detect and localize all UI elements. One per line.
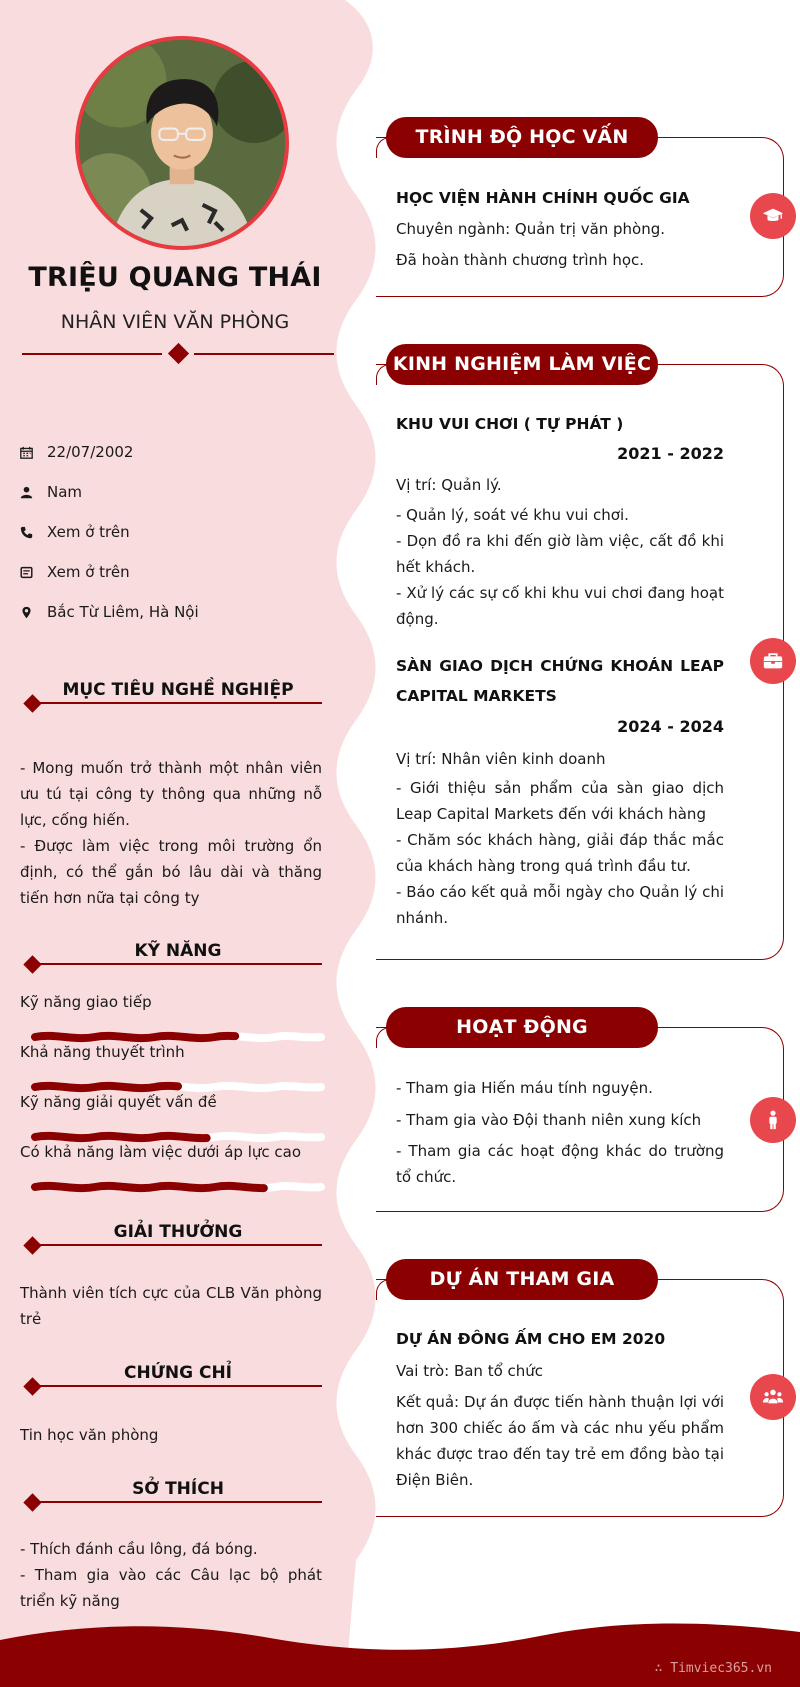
projects-title: DỰ ÁN THAM GIA [386,1259,658,1300]
project-result: Kết quả: Dự án được tiến hành thuận lợi với hơn 300 chiếc áo ấm và các nhu yếu phẩm khác được trao đến tay trẻ em đồng bào tại Điện Biên. [396,1393,724,1489]
skill-item [20,992,322,1042]
skill-bar [35,1127,321,1137]
email-text: Xem ở trên [47,563,130,581]
hobbies-text: - Thích đánh cầu lông, đá bóng. - Tham gia vào các Câu lạc bộ phát triển kỹ năng [20,1540,322,1610]
activities-title: HOẠT ĐỘNG [386,1007,658,1048]
phone-icon [20,524,47,540]
job-item [396,408,724,632]
graduation-cap-icon [750,193,796,239]
hobbies-heading [20,1479,322,1509]
contact-info [20,432,320,632]
location-icon [20,604,47,620]
certificates-text: Tin học văn phòng [20,1426,159,1444]
education-status: Đã hoàn thành chương trình học. [396,251,645,269]
portrait-photo-icon [79,40,285,246]
user-icon [20,484,47,500]
job-duties: - Giới thiệu sản phẩm của sàn giao dịch Leap Capital Markets đến với khách hàng - Chăm sóc khách hàng, giải đáp thắc mắc của khách hàng trong quá trình đầu tư. - Báo cáo kết quả mỗi ngày cho Quản lý chi nhánh. [396,779,724,927]
hobbies-title: SỞ THÍCH [132,1479,224,1499]
skills-list [20,992,322,1192]
group-icon [750,1374,796,1420]
activity-item: - Tham gia vào Đội thanh niên xung kích [396,1111,702,1129]
title-divider [22,342,334,366]
job-company: KHU VUI CHƠI ( TỰ PHÁT ) [396,415,624,433]
objective-heading [20,680,322,710]
calendar-icon [20,444,47,460]
profile-photo [75,36,289,250]
contact-email [20,552,320,592]
objective-title: MỤC TIÊU NGHỀ NGHIỆP [62,680,294,700]
job-position: Vị trí: Quản lý. [396,476,502,494]
certificates-heading [20,1363,322,1393]
gender-text: Nam [47,483,83,501]
candidate-name: TRIỆU QUANG THÁI [28,262,322,293]
job-item [396,651,724,931]
activities-section [376,1007,784,1212]
skill-bar [35,1177,321,1187]
project-name: DỰ ÁN ĐÔNG ẤM CHO EM 2020 [396,1330,666,1348]
activity-item: - Tham gia các hoạt động khác do trường tổ chức. [396,1142,724,1186]
contact-phone [20,512,320,552]
contact-birthday [20,432,320,472]
activities-list [396,1072,724,1190]
skill-item [20,1142,322,1192]
certificates-title: CHỨNG CHỈ [123,1363,233,1383]
skill-name: Kỹ năng giao tiếp [20,993,152,1011]
objective-text: - Mong muốn trở thành một nhân viên ưu tú tại công ty thông qua những nỗ lực, cống hiến. - Được làm việc trong môi trường ổn định, có thể gắn bó lâu dài và thăng tiến hơn nữa tại công ty [20,759,322,907]
skill-name: Kỹ năng giải quyết vấn đề [20,1093,217,1111]
skill-bar [35,1077,321,1087]
contact-gender [20,472,320,512]
email-icon [20,564,47,580]
footer-brand: ∴ Timviec365.vn [654,1661,772,1676]
job-duties: - Quản lý, soát vé khu vui chơi. - Dọn đồ ra khi đến giờ làm việc, cất đồ khi hết khách. - Xử lý các sự cố khi khu vui chơi đang hoạt động. [396,506,724,628]
address-text: Bắc Từ Liêm, Hà Nội [47,603,199,621]
awards-title: GIẢI THƯỞNG [113,1222,243,1242]
education-title: TRÌNH ĐỘ HỌC VẤN [386,117,658,158]
project-role: Vai trò: Ban tổ chức [396,1362,544,1380]
contact-address [20,592,320,632]
job-position: Vị trí: Nhân viên kinh doanh [396,750,606,768]
skills-heading [20,941,322,971]
awards-text: Thành viên tích cực của CLB Văn phòng trẻ [20,1284,322,1328]
awards-heading [20,1222,322,1252]
experience-section [376,344,784,960]
job-company: SÀN GIAO DỊCH CHỨNG KHOÁN LEAP CAPITAL MARKETS [396,657,724,705]
candidate-job-title: NHÂN VIÊN VĂN PHÒNG [60,311,290,333]
projects-section [376,1259,784,1517]
person-icon [750,1097,796,1143]
activity-item: - Tham gia Hiến máu tính nguyện. [396,1079,653,1097]
skill-name: Có khả năng làm việc dưới áp lực cao [20,1143,302,1161]
skills-title: KỸ NĂNG [134,941,222,961]
footer-wave [0,1624,800,1687]
skill-name: Khả năng thuyết trình [20,1043,185,1061]
education-major: Chuyên ngành: Quản trị văn phòng. [396,220,666,238]
school-name: HỌC VIỆN HÀNH CHÍNH QUỐC GIA [396,189,690,207]
job-period: 2024 - 2024 [617,717,724,736]
experience-title: KINH NGHIỆM LÀM VIỆC [386,344,658,385]
education-section [376,117,784,297]
briefcase-icon [750,638,796,684]
skill-bar [35,1027,321,1037]
birthday-text: 22/07/2002 [47,443,134,461]
skill-item [20,1042,322,1092]
skill-item [20,1092,322,1142]
job-period: 2021 - 2022 [617,444,724,463]
phone-text: Xem ở trên [47,523,130,541]
